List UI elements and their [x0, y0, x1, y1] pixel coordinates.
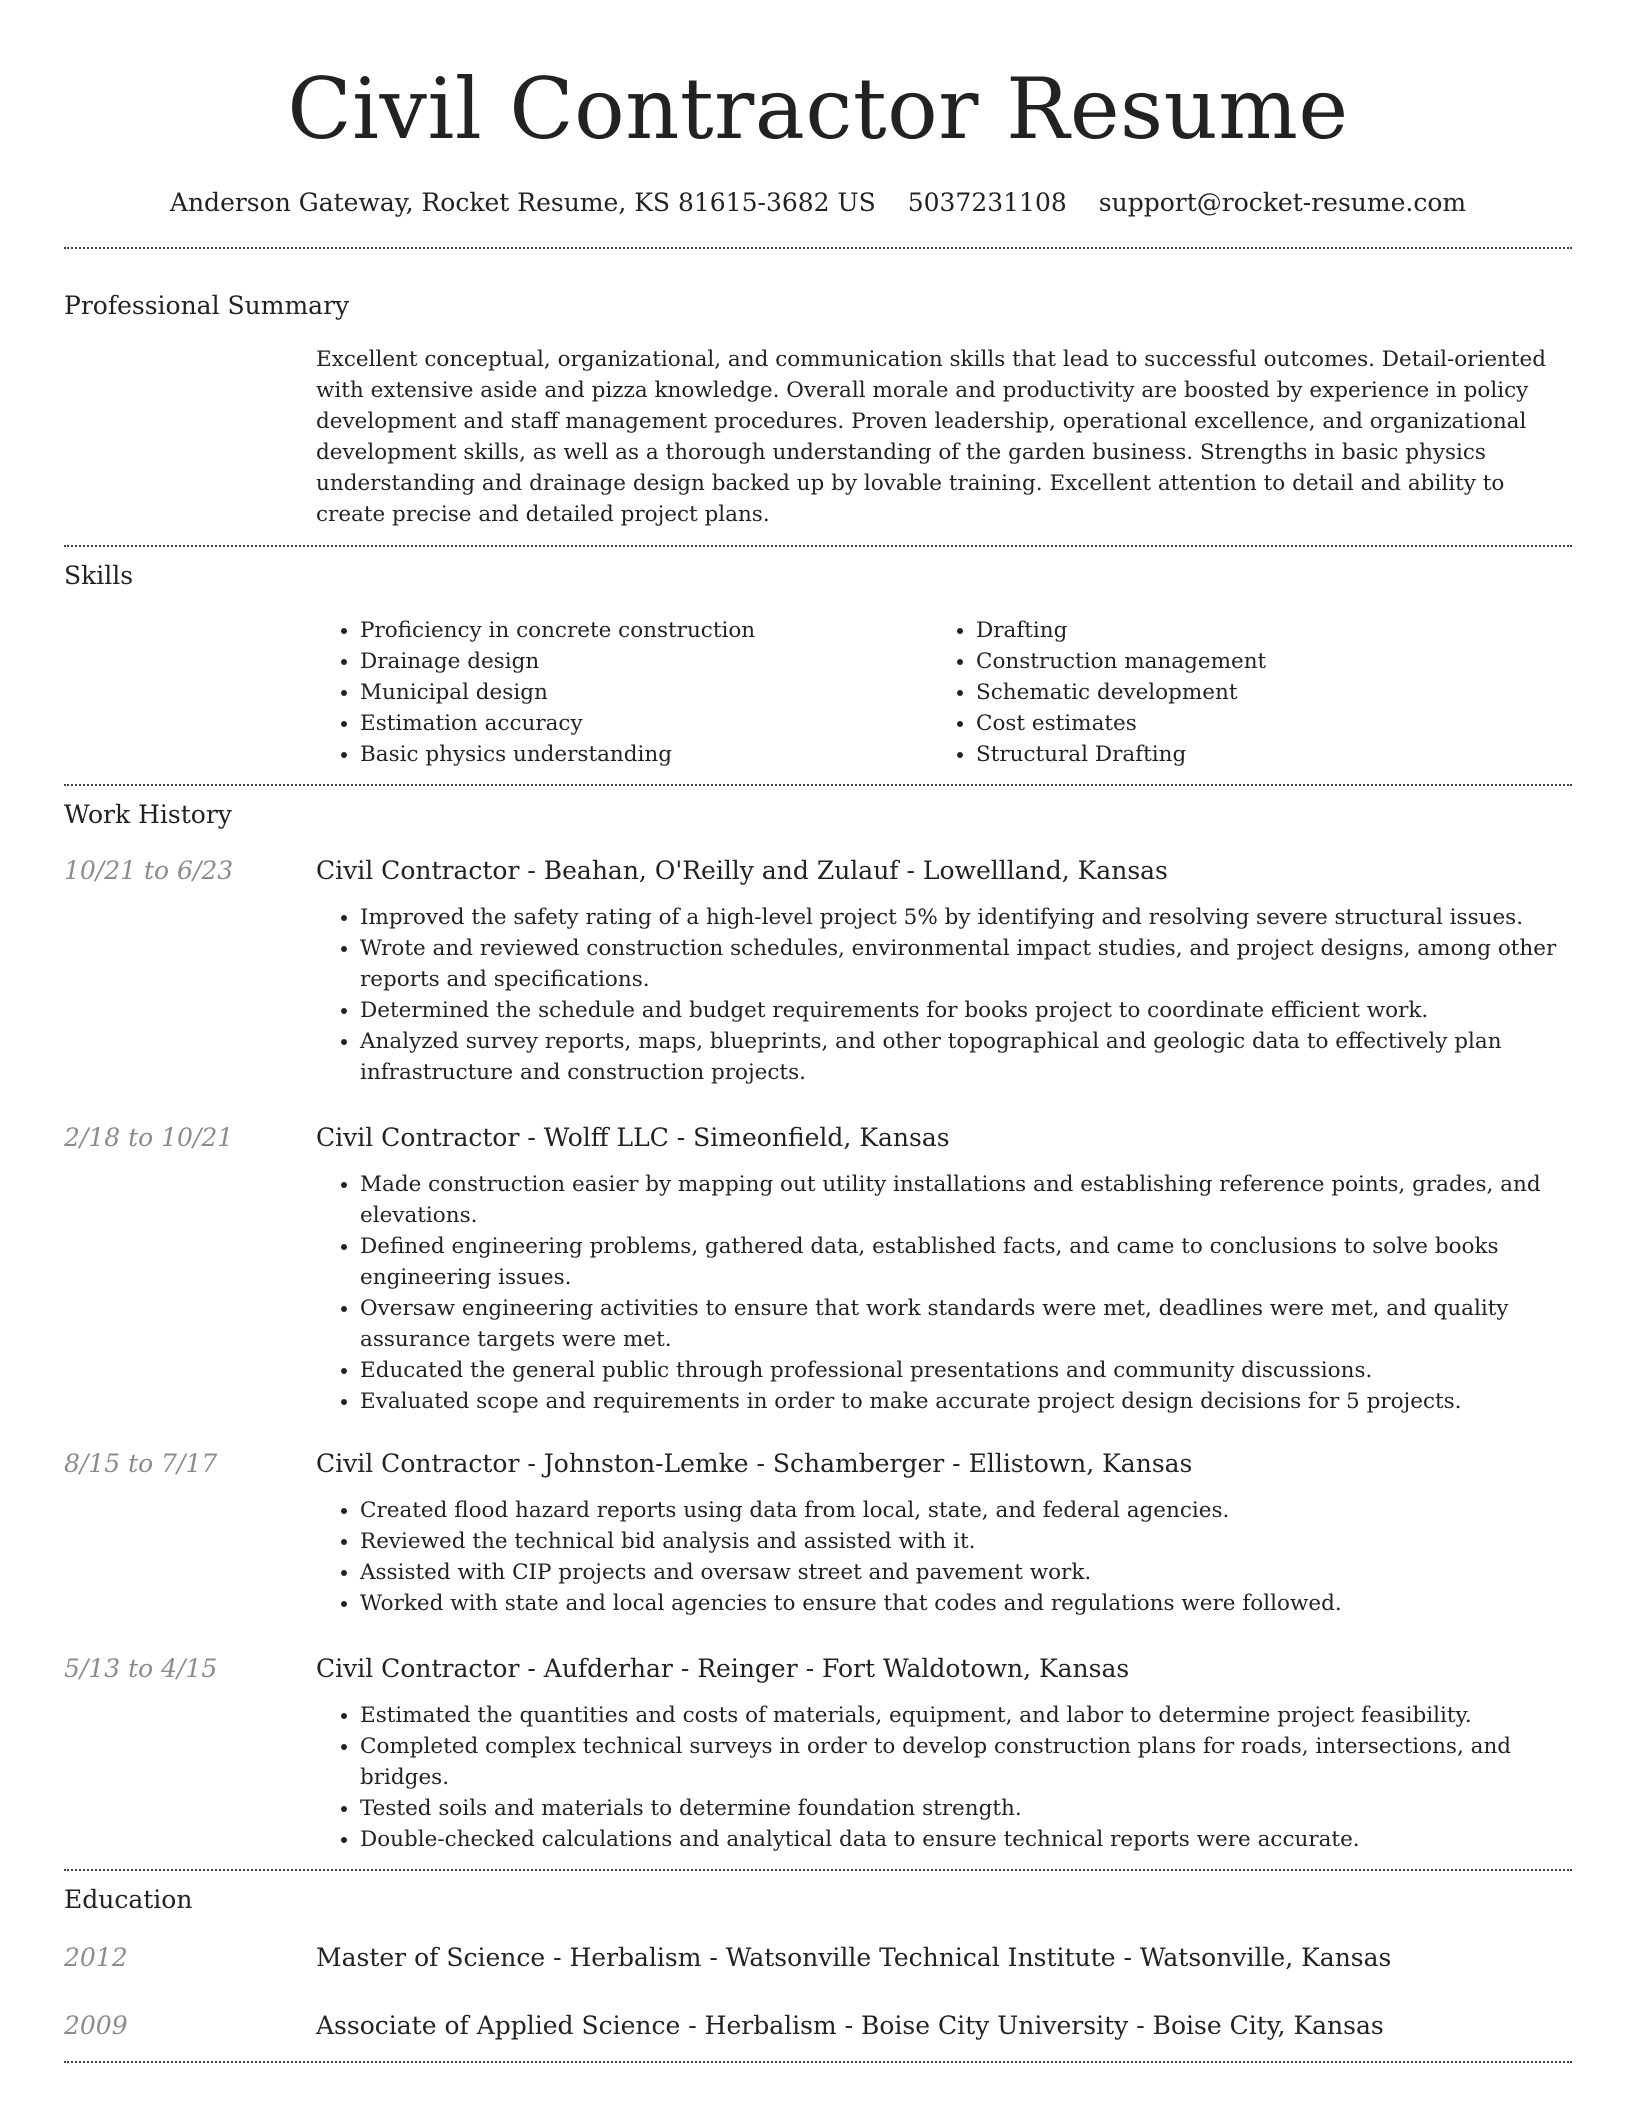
- skills-heading: Skills: [64, 561, 134, 590]
- resume-page: [64, 0, 1572, 2063]
- skill-item: • Construction management: [976, 646, 1536, 677]
- contact-phone: 5037231108: [907, 188, 1067, 217]
- job-bullet: • Oversaw engineering activities to ensure that work standards were met, deadlines were met, and quality assurance targets were met.: [360, 1293, 1572, 1355]
- skill-item: • Drafting: [976, 615, 1536, 646]
- skill-item: • Drainage design: [360, 646, 932, 677]
- skill-item: • Structural Drafting: [976, 739, 1536, 770]
- job-bullet: • Determined the schedule and budget requirements for books project to coordinate efficient work.: [360, 995, 1572, 1026]
- divider: [64, 784, 1572, 786]
- summary-text: Excellent conceptual, organizational, and communication skills that lead to successful outcomes. Detail-oriented with extensive aside and pizza knowledge. Overall morale and productivity are boosted by experience in policy development and staff management procedures. Proven leadership, operational excellence, and organizational development skills, as well as a thorough understanding of the garden business. Strengths in basic physics understanding and drainage design backed up by lovable training. Excellent attention to detail and ability to create precise and detailed project plans.: [316, 347, 1547, 527]
- job-bullet: • Tested soils and materials to determine foundation strength.: [360, 1793, 1572, 1824]
- education-degree: Master of Science - Herbalism - Watsonville Technical Institute - Watsonville, Kansas: [316, 1943, 1392, 1972]
- skills-column-right: [932, 615, 1536, 770]
- education-year: 2009: [64, 2011, 128, 2040]
- job-title: Civil Contractor - Wolff LLC - Simeonfield, Kansas: [316, 1123, 950, 1152]
- job-bullet: • Defined engineering problems, gathered data, established facts, and came to conclusions to solve books engineering issues.: [360, 1231, 1572, 1293]
- job-dates: 5/13 to 4/15: [64, 1654, 218, 1683]
- skills-column-left: [316, 615, 932, 770]
- contact-email: support@rocket-resume.com: [1098, 188, 1467, 217]
- job-bullet: • Reviewed the technical bid analysis and assisted with it.: [360, 1526, 1572, 1557]
- education-year: 2012: [64, 1943, 128, 1972]
- education-heading: Education: [64, 1885, 193, 1914]
- job-title: Civil Contractor - Beahan, O'Reilly and Zulauf - Lowellland, Kansas: [316, 856, 1168, 885]
- job-bullet: • Assisted with CIP projects and oversaw street and pavement work.: [360, 1557, 1572, 1588]
- job-dates: 8/15 to 7/17: [64, 1449, 218, 1478]
- job-entry: [64, 1447, 1572, 1619]
- job-entry: [64, 854, 1572, 1088]
- job-dates: 2/18 to 10/21: [64, 1123, 234, 1152]
- resume-title: Civil Contractor Resume: [287, 60, 1349, 158]
- education-degree: Associate of Applied Science - Herbalism - Boise City University - Boise City, Kansas: [316, 2011, 1384, 2040]
- job-bullet: • Analyzed survey reports, maps, blueprints, and other topographical and geologic data to effectively plan infrastructure and construction projects.: [360, 1026, 1572, 1088]
- skill-item: • Cost estimates: [976, 708, 1536, 739]
- job-bullets: [316, 1495, 1572, 1619]
- job-bullets: [316, 1169, 1572, 1417]
- job-entry: [64, 1652, 1572, 1855]
- job-bullet: • Worked with state and local agencies to ensure that codes and regulations were followed.: [360, 1588, 1572, 1619]
- contact-info: [64, 186, 1572, 220]
- education-entry: [64, 2009, 1572, 2043]
- skill-item: • Basic physics understanding: [360, 739, 932, 770]
- skills-list: [316, 615, 1572, 770]
- skill-item: • Municipal design: [360, 677, 932, 708]
- job-bullet: • Completed complex technical surveys in order to develop construction plans for roads, intersections, and bridges.: [360, 1731, 1572, 1793]
- divider: [64, 545, 1572, 547]
- job-title: Civil Contractor - Johnston-Lemke - Schamberger - Ellistown, Kansas: [316, 1449, 1193, 1478]
- job-bullet: • Made construction easier by mapping out utility installations and establishing reference points, grades, and elevations.: [360, 1169, 1572, 1231]
- job-bullet: • Evaluated scope and requirements in order to make accurate project design decisions for 5 projects.: [360, 1386, 1572, 1417]
- divider: [64, 247, 1572, 249]
- job-dates: 10/21 to 6/23: [64, 856, 234, 885]
- job-bullets: [316, 1700, 1572, 1855]
- job-bullet: • Improved the safety rating of a high-level project 5% by identifying and resolving severe structural issues.: [360, 902, 1572, 933]
- job-title: Civil Contractor - Aufderhar - Reinger - Fort Waldotown, Kansas: [316, 1654, 1130, 1683]
- job-bullets: [316, 902, 1572, 1088]
- summary-heading: Professional Summary: [64, 291, 350, 320]
- job-entry: [64, 1121, 1572, 1417]
- job-bullet: • Double-checked calculations and analytical data to ensure technical reports were accurate.: [360, 1824, 1572, 1855]
- job-bullet: • Educated the general public through professional presentations and community discussions.: [360, 1355, 1572, 1386]
- skill-item: • Proficiency in concrete construction: [360, 615, 932, 646]
- job-bullet: • Created flood hazard reports using data from local, state, and federal agencies.: [360, 1495, 1572, 1526]
- skill-item: • Estimation accuracy: [360, 708, 932, 739]
- contact-address: Anderson Gateway, Rocket Resume, KS 81615-3682 US: [169, 188, 876, 217]
- job-bullet: • Wrote and reviewed construction schedules, environmental impact studies, and project designs, among other reports and specifications.: [360, 933, 1572, 995]
- work-history-heading: Work History: [64, 800, 232, 829]
- skill-item: • Schematic development: [976, 677, 1536, 708]
- education-entry: [64, 1941, 1572, 1975]
- divider: [64, 2061, 1572, 2063]
- divider: [64, 1869, 1572, 1871]
- job-bullet: • Estimated the quantities and costs of materials, equipment, and labor to determine project feasibility.: [360, 1700, 1572, 1731]
